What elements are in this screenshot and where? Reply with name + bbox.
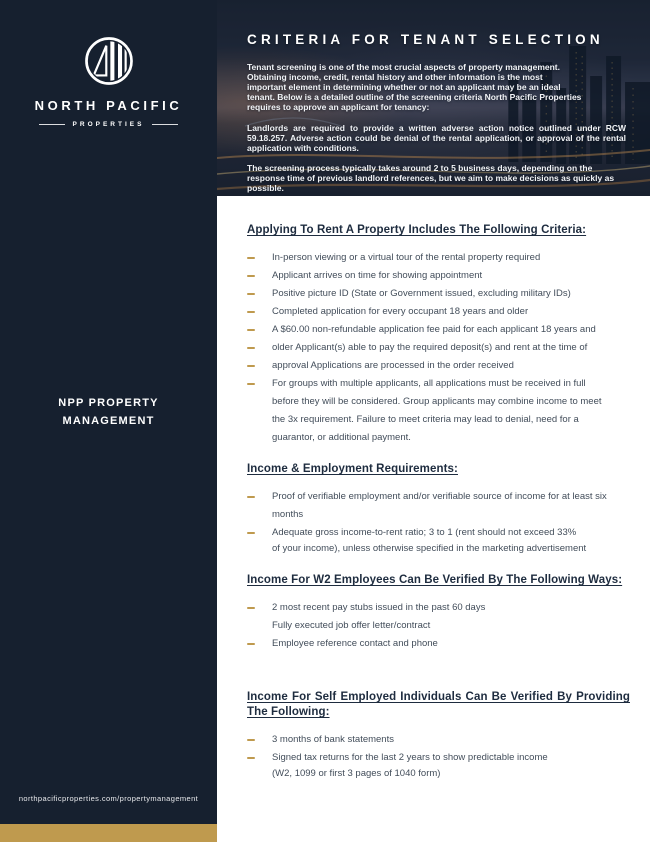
- bullet-dash-icon: [247, 293, 255, 295]
- bullet-dash-icon: [247, 275, 255, 277]
- criteria-section: [247, 223, 630, 450]
- bullet-text: before they will be considered. Group applicants may combine income to meet: [272, 396, 602, 407]
- bullet-dash-spacer: [247, 419, 255, 421]
- list-item: [247, 509, 630, 527]
- bullet-text: Applicant arrives on time for showing appointment: [272, 270, 483, 281]
- header-photo-banner: [217, 0, 650, 196]
- criteria-section: [247, 690, 630, 780]
- bullet-dash-spacer: [247, 401, 255, 403]
- bullet-text: approval Applications are processed in the order received: [272, 360, 514, 371]
- bullet-text: 2 most recent pay stubs issued in the past 60 days: [272, 602, 486, 613]
- page-title: CRITERIA FOR TENANT SELECTION: [247, 32, 604, 47]
- list-item: [247, 491, 630, 509]
- bullet-dash-icon: [247, 757, 255, 759]
- website-url: northpacificproperties.com/propertymanagement: [18, 794, 199, 803]
- list-item: [247, 306, 630, 324]
- bullet-dash-icon: [247, 329, 255, 331]
- section-heading: Income & Employment Requirements:: [247, 463, 458, 475]
- header-timeline-paragraph: The screening process typically takes around 2 to 5 business days, depending on the response time of previous landlord references, but we aim to make decisions as quickly as possible.: [247, 163, 615, 193]
- bullet-dash-icon: [247, 365, 255, 367]
- list-item: [247, 342, 630, 360]
- tagline-line-2: MANAGEMENT: [62, 415, 155, 427]
- bullet-text: A $60.00 non-refundable application fee paid for each applicant 18 years and: [272, 324, 596, 335]
- bullet-dash-spacer: [247, 773, 255, 775]
- bullet-dash-icon: [247, 383, 255, 385]
- list-item: [247, 602, 630, 620]
- bullet-text: guarantor, or additional payment.: [272, 432, 411, 443]
- bullet-list: [247, 734, 630, 780]
- bullet-dash-spacer: [247, 514, 255, 516]
- sidebar: [0, 0, 217, 824]
- bullet-text: Completed application for every occupant 18 years and older: [272, 306, 529, 317]
- bullet-text: Fully executed job offer letter/contract: [272, 620, 431, 631]
- gold-footer-bar: [0, 824, 217, 842]
- bullet-list: [247, 602, 630, 656]
- brand-name: NORTH PACIFIC: [34, 98, 183, 113]
- list-item: [247, 543, 630, 555]
- header-legal-paragraph: Landlords are required to provide a written adverse action notice outlined under RCW 59.18.257. Adverse action could be denial of the rental application, or approval of the rental application with conditions.: [247, 123, 626, 153]
- bullet-dash-spacer: [247, 437, 255, 439]
- bullet-dash-icon: [247, 347, 255, 349]
- sidebar-tagline: [0, 394, 217, 430]
- bullet-dash-icon: [247, 607, 255, 609]
- list-item: [247, 414, 630, 432]
- bullet-dash-icon: [247, 532, 255, 534]
- list-item: [247, 270, 630, 288]
- bullet-text: In-person viewing or a virtual tour of the rental property required: [272, 252, 541, 263]
- list-item: [247, 252, 630, 270]
- criteria-section: [247, 573, 630, 656]
- header-intro-paragraph: Tenant screening is one of the most crucial aspects of property management. Obtaining income, credit, rental history and other information is the most important element in determining whether or not an applicant may be an ideal tenant. Below is a detailed outline of the screening criteria North Pacific Properties requires to approve an applicant for tenancy:: [247, 62, 582, 112]
- bullet-list: [247, 252, 630, 450]
- bullet-text: older Applicant(s) able to pay the required deposit(s) and rent at the time of: [272, 342, 588, 353]
- bullet-text: 3 months of bank statements: [272, 734, 394, 745]
- criteria-section: [247, 462, 630, 555]
- bullet-dash-icon: [247, 496, 255, 498]
- bullet-text: (W2, 1099 or first 3 pages of 1040 form): [272, 768, 441, 779]
- list-item: [247, 360, 630, 378]
- bullet-dash-spacer: [247, 548, 255, 550]
- bullet-text: Proof of verifiable employment and/or verifiable source of income for at least six: [272, 491, 607, 502]
- header-text: [217, 0, 650, 193]
- section-heading: Income For W2 Employees Can Be Verified By The Following Ways:: [247, 574, 623, 586]
- rule-right: [152, 124, 178, 125]
- rule-left: [39, 124, 65, 125]
- bullet-dash-spacer: [247, 625, 255, 627]
- brand-block: [0, 34, 217, 128]
- list-item: [247, 432, 630, 450]
- bullet-text: the 3x requirement. Failure to meet criteria may lead to denial, need for a: [272, 414, 579, 425]
- npp-circle-logo-icon: [82, 34, 136, 88]
- list-item: [247, 288, 630, 306]
- bullet-text: Signed tax returns for the last 2 years to show predictable income: [272, 752, 548, 763]
- tagline-line-1: NPP PROPERTY: [58, 397, 159, 409]
- brand-subname-row: [0, 121, 217, 128]
- bullet-text: months: [272, 509, 304, 520]
- bullet-text: of your income), unless otherwise specified in the marketing advertisement: [272, 543, 587, 554]
- bullet-text: Adequate gross income-to-rent ratio; 3 to 1 (rent should not exceed 33%: [272, 527, 577, 538]
- bullet-dash-icon: [247, 311, 255, 313]
- bullet-text: For groups with multiple applicants, all applications must be received in full: [272, 378, 586, 389]
- list-item: [247, 734, 630, 752]
- list-item: [247, 396, 630, 414]
- bullet-dash-icon: [247, 257, 255, 259]
- bullet-dash-icon: [247, 739, 255, 741]
- bullet-text: Positive picture ID (State or Government issued, excluding military IDs): [272, 288, 571, 299]
- list-item: [247, 620, 630, 638]
- section-heading: Income For Self Employed Individuals Can Be Verified By Providing The Following:: [247, 691, 630, 718]
- list-item: [247, 768, 630, 780]
- brand-subname: PROPERTIES: [72, 121, 145, 128]
- list-item: [247, 324, 630, 342]
- bullet-dash-icon: [247, 643, 255, 645]
- bullet-list: [247, 491, 630, 555]
- list-item: [247, 378, 630, 396]
- list-item: [247, 638, 630, 656]
- bullet-text: Employee reference contact and phone: [272, 638, 438, 649]
- sections: [217, 196, 650, 842]
- section-heading: Applying To Rent A Property Includes The Following Criteria:: [247, 224, 587, 236]
